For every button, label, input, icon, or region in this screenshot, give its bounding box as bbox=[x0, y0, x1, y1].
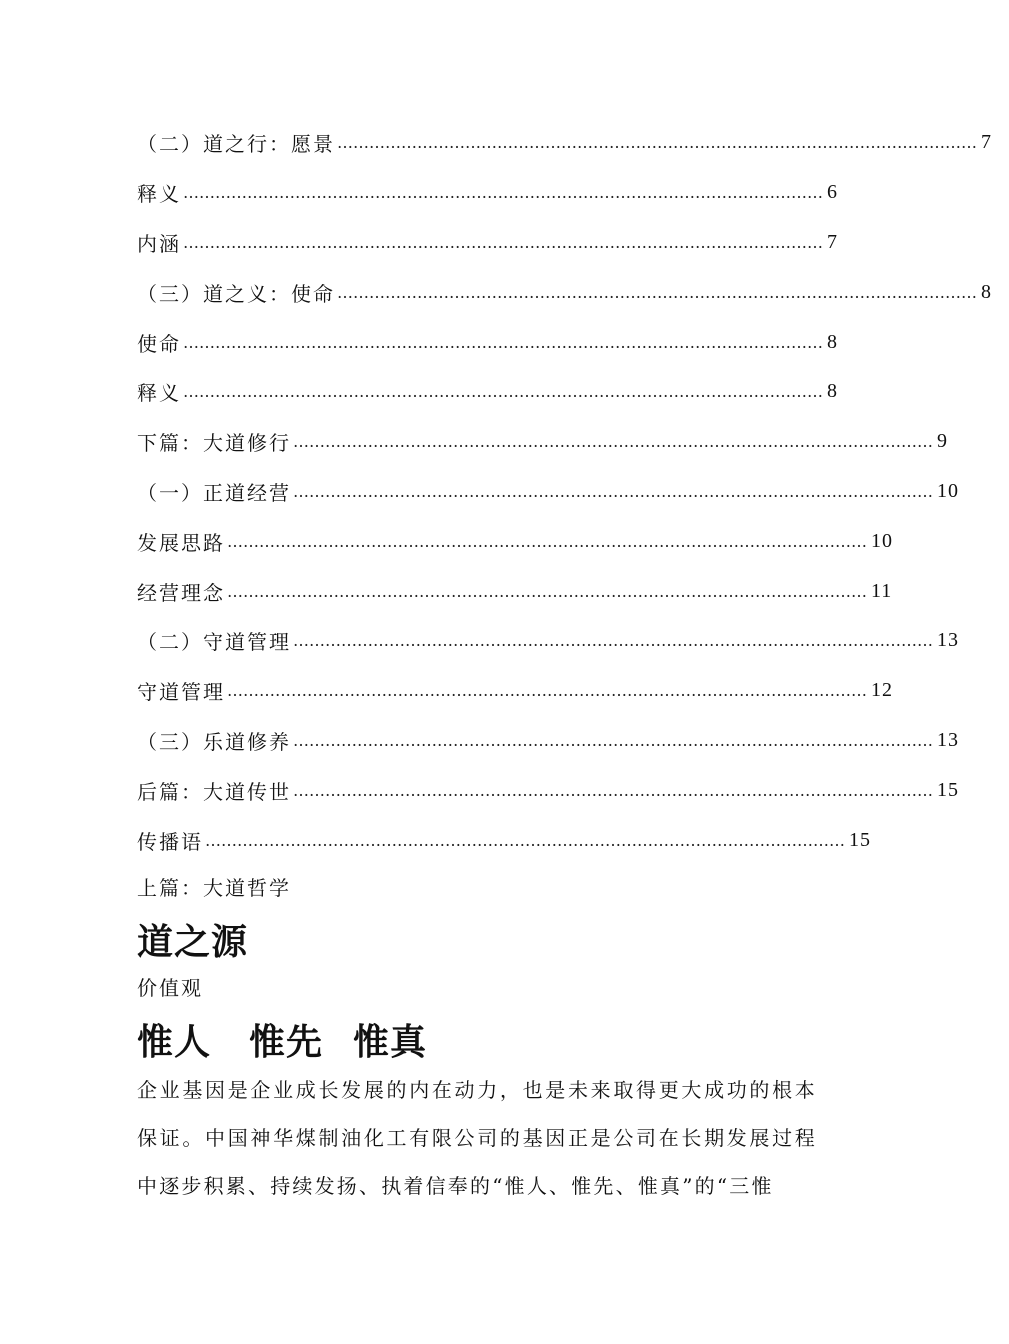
toc-entry[interactable] bbox=[137, 317, 838, 367]
part-label: 上篇：大道哲学 bbox=[137, 876, 291, 900]
toc-leader-dots: ………………………………………………………………………………………………………… bbox=[205, 830, 845, 850]
toc-entry-title: （三）乐道修养 bbox=[137, 729, 291, 754]
toc-entry[interactable] bbox=[137, 765, 959, 815]
value-item: 惟先 bbox=[249, 1022, 324, 1063]
toc-entry-page: 11 bbox=[871, 579, 893, 602]
toc-leader-dots: ………………………………………………………………………………………………………… bbox=[183, 382, 823, 402]
toc-entry-title: 后篇：大道传世 bbox=[137, 779, 291, 804]
value-item: 惟真 bbox=[353, 1022, 428, 1063]
toc-entry[interactable] bbox=[137, 168, 838, 218]
chapter-heading: 道之源 bbox=[137, 922, 249, 963]
toc-entry-page: 15 bbox=[849, 828, 871, 851]
toc-entry-title: 释义 bbox=[137, 381, 181, 406]
toc-leader-dots: ………………………………………………………………………………………………………… bbox=[227, 531, 867, 551]
toc-entry[interactable] bbox=[137, 218, 838, 268]
toc-leader-dots: ………………………………………………………………………………………………………… bbox=[227, 681, 867, 701]
toc-entry-title: 发展思路 bbox=[137, 530, 225, 555]
toc-entry[interactable] bbox=[137, 516, 893, 566]
toc-entry-title: 释义 bbox=[137, 182, 181, 207]
toc-entry-title: （二）道之行：愿景 bbox=[137, 132, 335, 157]
toc-entry-page: 7 bbox=[827, 230, 838, 253]
toc-entry-page: 12 bbox=[871, 679, 893, 702]
toc-entry-page: 10 bbox=[937, 479, 959, 502]
toc-entry[interactable] bbox=[137, 267, 992, 317]
toc-entry-title: （三）道之义：使命 bbox=[137, 281, 335, 306]
toc-leader-dots: ………………………………………………………………………………………………………… bbox=[293, 730, 933, 750]
toc-leader-dots: ………………………………………………………………………………………………………… bbox=[337, 282, 977, 302]
toc-entry[interactable] bbox=[137, 815, 871, 865]
toc-entry-title: 经营理念 bbox=[137, 580, 225, 605]
toc-entry-title: （一）正道经营 bbox=[137, 480, 291, 505]
toc-entry[interactable] bbox=[137, 666, 893, 716]
value-item: 惟人 bbox=[137, 1022, 212, 1063]
toc-leader-dots: ………………………………………………………………………………………………………… bbox=[227, 581, 867, 601]
toc-leader-dots: ………………………………………………………………………………………………………… bbox=[293, 631, 933, 651]
toc-entry-page: 8 bbox=[827, 380, 838, 403]
toc-entry-page: 7 bbox=[981, 131, 992, 154]
toc-leader-dots: ………………………………………………………………………………………………………… bbox=[183, 183, 823, 203]
toc-entry[interactable] bbox=[137, 367, 838, 417]
toc-leader-dots: ………………………………………………………………………………………………………… bbox=[293, 432, 933, 452]
toc-entry-title: （二）守道管理 bbox=[137, 630, 291, 655]
toc-entry-title: 内涵 bbox=[137, 231, 181, 256]
toc-entry-title: 使命 bbox=[137, 331, 181, 356]
subsection-label: 价值观 bbox=[137, 976, 203, 1000]
body-paragraph: 企业基因是企业成长发展的内在动力，也是未来取得更大成功的根本保证。中国神华煤制油化工有限公司的基因正是公司在长期发展过程中逐步积累、持续发扬、执着信奉的“惟人、惟先、惟真”的“三惟 bbox=[137, 1078, 817, 1198]
toc-entry[interactable] bbox=[137, 417, 948, 467]
toc-entry-page: 6 bbox=[827, 181, 838, 204]
toc-entry[interactable] bbox=[137, 616, 959, 666]
toc-entry-page: 13 bbox=[937, 629, 959, 652]
toc-entry-title: 传播语 bbox=[137, 829, 203, 854]
toc-entry[interactable] bbox=[137, 566, 893, 616]
core-values-heading bbox=[137, 1014, 427, 1065]
toc-entry-title: 下篇：大道修行 bbox=[137, 431, 291, 456]
toc-leader-dots: ………………………………………………………………………………………………………… bbox=[183, 232, 823, 252]
toc-entry-page: 13 bbox=[937, 728, 959, 751]
toc-entry-title: 守道管理 bbox=[137, 680, 225, 705]
toc-entry-page: 8 bbox=[827, 330, 838, 353]
toc-leader-dots: ………………………………………………………………………………………………………… bbox=[293, 780, 933, 800]
table-of-contents bbox=[137, 118, 992, 865]
toc-leader-dots: ………………………………………………………………………………………………………… bbox=[337, 133, 977, 153]
toc-entry-page: 15 bbox=[937, 778, 959, 801]
toc-entry[interactable] bbox=[137, 118, 992, 168]
toc-entry-page: 9 bbox=[937, 430, 948, 453]
toc-entry[interactable] bbox=[137, 716, 959, 766]
toc-leader-dots: ………………………………………………………………………………………………………… bbox=[293, 481, 933, 501]
toc-leader-dots: ………………………………………………………………………………………………………… bbox=[183, 332, 823, 352]
toc-entry-page: 8 bbox=[981, 280, 992, 303]
toc-entry-page: 10 bbox=[871, 529, 893, 552]
toc-entry[interactable] bbox=[137, 467, 959, 517]
